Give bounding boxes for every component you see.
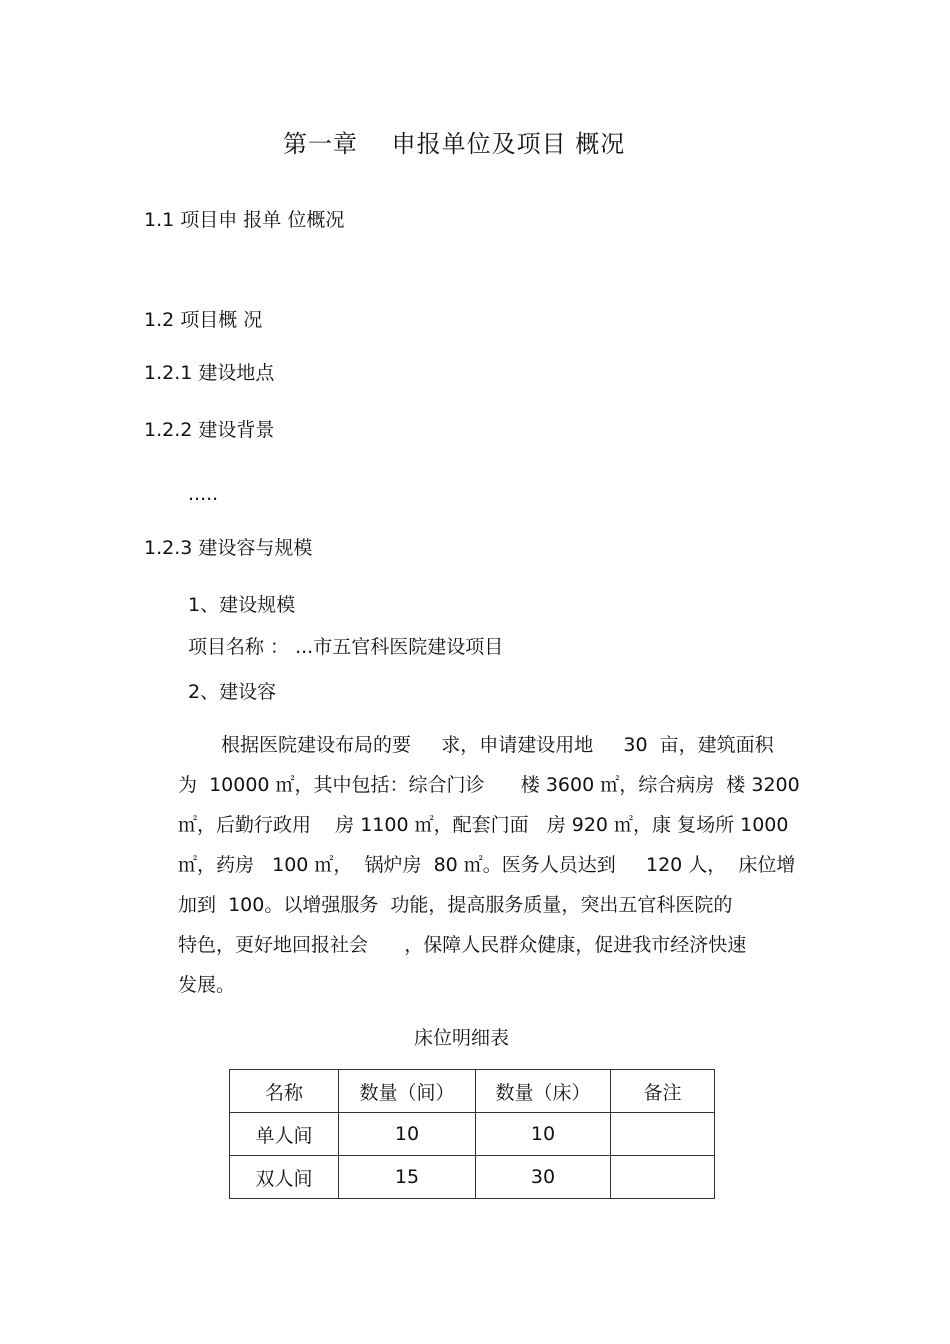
section-1-2-3-heading: 1.2.3 建设容与规模	[144, 537, 313, 559]
table-cell	[611, 1156, 715, 1199]
scale-subheading: 1、建设规模	[188, 594, 296, 616]
table-cell: 30	[476, 1156, 611, 1199]
table-header-row	[230, 1070, 715, 1113]
table-cell: 10	[339, 1113, 476, 1156]
table-cell	[611, 1113, 715, 1156]
section-1-2-1-heading: 1.2.1 建设地点	[144, 362, 275, 384]
column-header: 数量（床）	[476, 1070, 611, 1113]
paragraph-line: 发展。	[178, 974, 236, 996]
paragraph-line: ㎡，后勤行政用 房 1100 ㎡，配套门面 房 920 ㎡，康 复场所 1000	[178, 814, 789, 836]
column-header: 数量（间）	[339, 1070, 476, 1113]
table-row	[230, 1156, 715, 1199]
paragraph-line: 特色，更好地回报社会 ，保障人民群众健康，促进我市经济快速	[178, 934, 747, 956]
paragraph-line: 为 10000 ㎡，其中包括：综合门诊 楼 3600 ㎡，综合病房 楼 3200	[178, 774, 800, 796]
table-cell: 10	[476, 1113, 611, 1156]
table-cell: 双人间	[230, 1156, 339, 1199]
bed-detail-table	[229, 1069, 715, 1199]
table-row	[230, 1113, 715, 1156]
ellipsis-text: .....	[188, 483, 219, 505]
column-header: 备注	[611, 1070, 715, 1113]
section-1-1-heading: 1.1 项目申 报单 位概况	[144, 209, 345, 231]
paragraph-line: 加到 100。以增强服务 功能，提高服务质量，突出五官科医院的	[178, 894, 733, 916]
paragraph-line: ㎡，药房 100 ㎡， 锅炉房 80 ㎡。医务人员达到 120 人， 床位增	[178, 854, 796, 876]
table-cell: 单人间	[230, 1113, 339, 1156]
table-caption: 床位明细表	[414, 1027, 510, 1049]
column-header: 名称	[230, 1070, 339, 1113]
body-paragraph	[178, 725, 800, 1005]
project-name-line: 项目名称 ： ...市五官科医院建设项目	[188, 636, 504, 658]
chapter-title: 第一章 申报单位及项目 概况	[283, 130, 626, 158]
paragraph-line: 根据医院建设布局的要 求，申请建设用地 30 亩，建筑面积	[221, 734, 774, 756]
section-1-2-heading: 1.2 项目概 况	[144, 309, 263, 331]
table-cell: 15	[339, 1156, 476, 1199]
section-1-2-2-heading: 1.2.2 建设背景	[144, 419, 275, 441]
content-subheading: 2、建设容	[188, 681, 277, 703]
